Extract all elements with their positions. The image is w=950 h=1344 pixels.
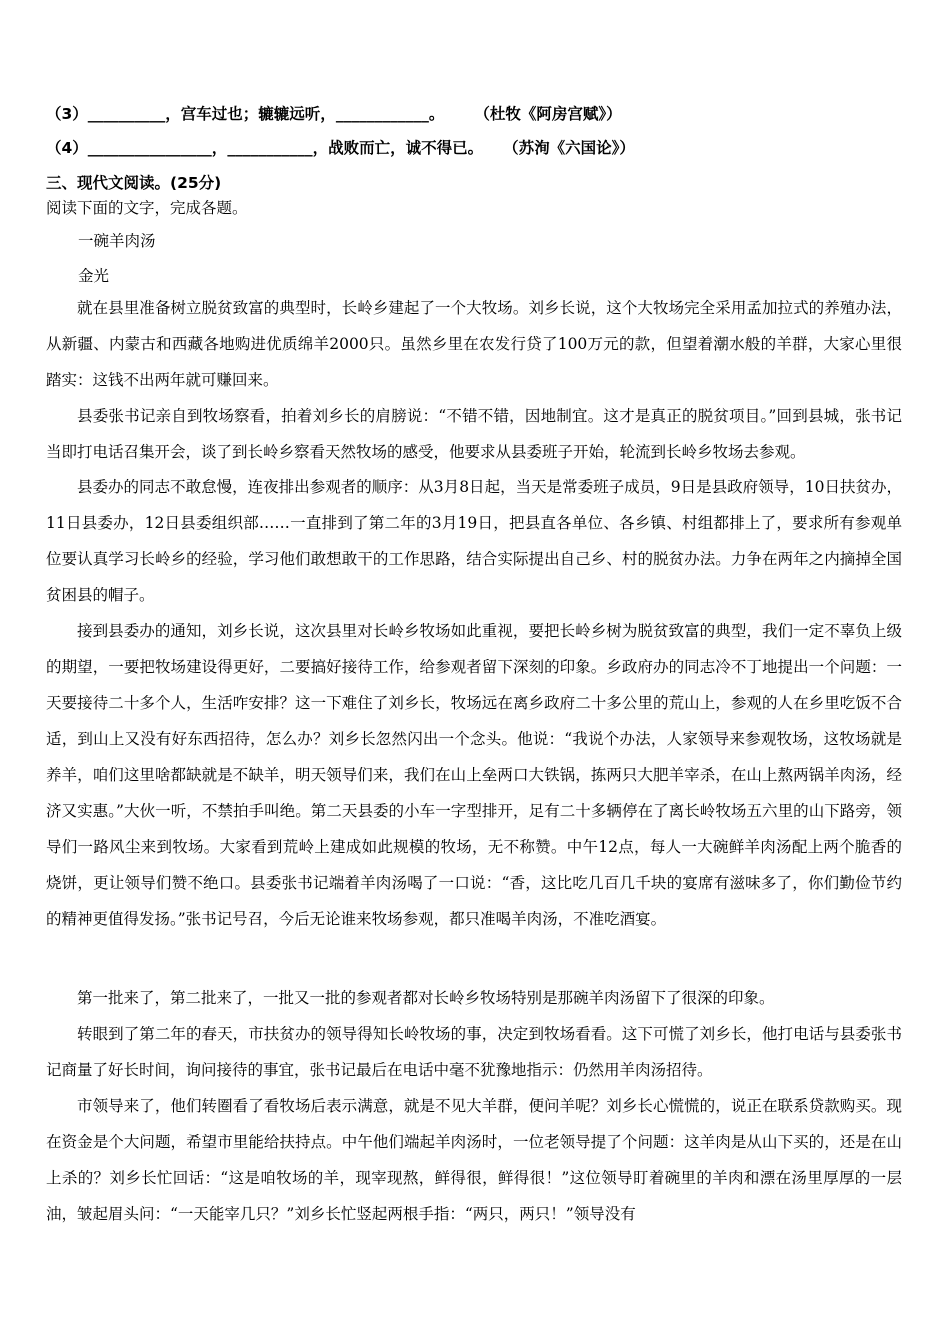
question-4-end: ，战败而亡，诚不得已。 [312,139,484,157]
section-instruction: 阅读下面的文字，完成各题。 [46,199,248,217]
section-heading: 三、现代文阅读。(25分) [46,174,222,192]
article-title: 一碗羊肉汤 [78,232,156,250]
article-paragraph: 第一批来了，第二批来了，一批又一批的参观者都对长岭乡牧场特别是那碗羊肉汤留下了很深的印象。 [77,989,775,1007]
question-3-number: （3） [46,105,88,123]
question-4-blank-2[interactable]: ___________ [227,139,313,157]
article-paragraph: 市领导来了，他们转圈看了看牧场后表示满意，就是不见大羊群，便问羊呢？刘乡长心慌慌的，说正在联系贷款购买。现在资金是个大问题，希望市里能给扶持点。中午他们端起羊肉汤时，一位老领导提了个问题：这羊肉是从山下买的，还是在山上杀的？刘乡长忙回话：“这是咱牧场的羊，现宰现熬，鲜得很，鲜得很！”这位领导盯着碗里的羊肉和漂在汤里厚厚的一层油，皱起眉头问：“一天能宰几只？”刘乡长忙竖起两根手指：“两只，两只！”领导没有 [46,1097,902,1223]
question-4-blank-1[interactable]: ________________ [87,139,212,157]
article-paragraph: 接到县委办的通知，刘乡长说，这次县里对长岭乡牧场如此重视，要把长岭乡树为脱贫致富的典型，我们一定不辜负上级的期望，一要把牧场建设得更好，二要搞好接待工作，给参观者留下深刻的印象。乡政府办的同志冷不丁地提出一个问题：一天要接待二十多个人，生活咋安排？这一下难住了刘乡长，牧场远在离乡政府二十多公里的荒山上，参观的人在乡里吃饭不合适，到山上又没有好东西招待，怎么办？刘乡长忽然闪出一个念头。他说：“我说个办法，人家领导来参观牧场，这牧场就是养羊，咱们这里啥都缺就是不缺羊，明天领导们来，我们在山上垒两口大铁锅，拣两只大肥羊宰杀，在山上熬两锅羊肉汤，经济又实惠。”大伙一听，不禁拍手叫绝。第二天县委的小车一字型排开，足有二十多辆停在了离长岭牧场五六里的山下路旁，领导们一路风尘来到牧场。大家看到荒岭上建成如此规模的牧场，无不称赞。中午12点，每人一大碗鲜羊肉汤配上两个脆香的烧饼，更让领导们赞不绝口。县委张书记端着羊肉汤喝了一口说：“香，这比吃几百几千块的宴席有滋味多了，你们勤俭节约的精神更值得发扬。”张书记号召，今后无论谁来牧场参观，都只准喝羊肉汤，不准吃酒宴。 [46,622,902,928]
article-paragraph: 县委办的同志不敢怠慢，连夜排出参观者的顺序：从3月8日起，当天是常委班子成员，9日是县政府领导，10日扶贫办，11日县委办，12日县委组织部……一直排到了第二年的3月19日，把县直各单位、各乡镇、村组都排上了，要求所有参观单位要认真学习长岭乡的经验，学习他们敢想敢干的工作思路，结合实际提出自己乡、村的脱贫办法。力争在两年之内摘掉全国贫困县的帽子。 [46,478,902,604]
question-4-number: （4） [46,139,88,157]
question-4-source: （苏洵《六国论》） [503,139,635,157]
question-3-text: ，宫车过也；辘辘远听， [165,105,336,123]
article-paragraph: 就在县里准备树立脱贫致富的典型时，长岭乡建起了一个大牧场。刘乡长说，这个大牧场完全采用孟加拉式的养殖办法，从新疆、内蒙古和西藏各地购进优质绵羊2000只。虽然乡里在农发行贷了100万元的款，但望着潮水般的羊群，大家心里很踏实：这钱不出两年就可赚回来。 [46,299,902,389]
question-3 [46,102,622,124]
question-4-text: ， [211,139,228,157]
question-3-blank-1[interactable]: __________ [87,105,166,123]
question-3-end: 。 [428,105,445,123]
question-3-blank-2[interactable]: ____________ [335,105,429,123]
question-3-source: （杜牧《阿房宫赋》） [474,105,622,123]
article-author: 金光 [78,267,110,285]
question-4 [46,136,635,158]
article-paragraph: 县委张书记亲自到牧场察看，拍着刘乡长的肩膀说：“不错不错，因地制宜。这才是真正的脱贫项目。”回到县城，张书记当即打电话召集开会，谈了到长岭乡察看天然牧场的感受，他要求从县委班子开始，轮流到长岭乡牧场去参观。 [46,407,902,461]
article-paragraph: 转眼到了第二年的春天，市扶贫办的领导得知长岭牧场的事，决定到牧场看看。这下可慌了刘乡长，他打电话与县委张书记商量了好长时间，询问接待的事宜，张书记最后在电话中毫不犹豫地指示：仍然用羊肉汤招待。 [46,1025,902,1079]
